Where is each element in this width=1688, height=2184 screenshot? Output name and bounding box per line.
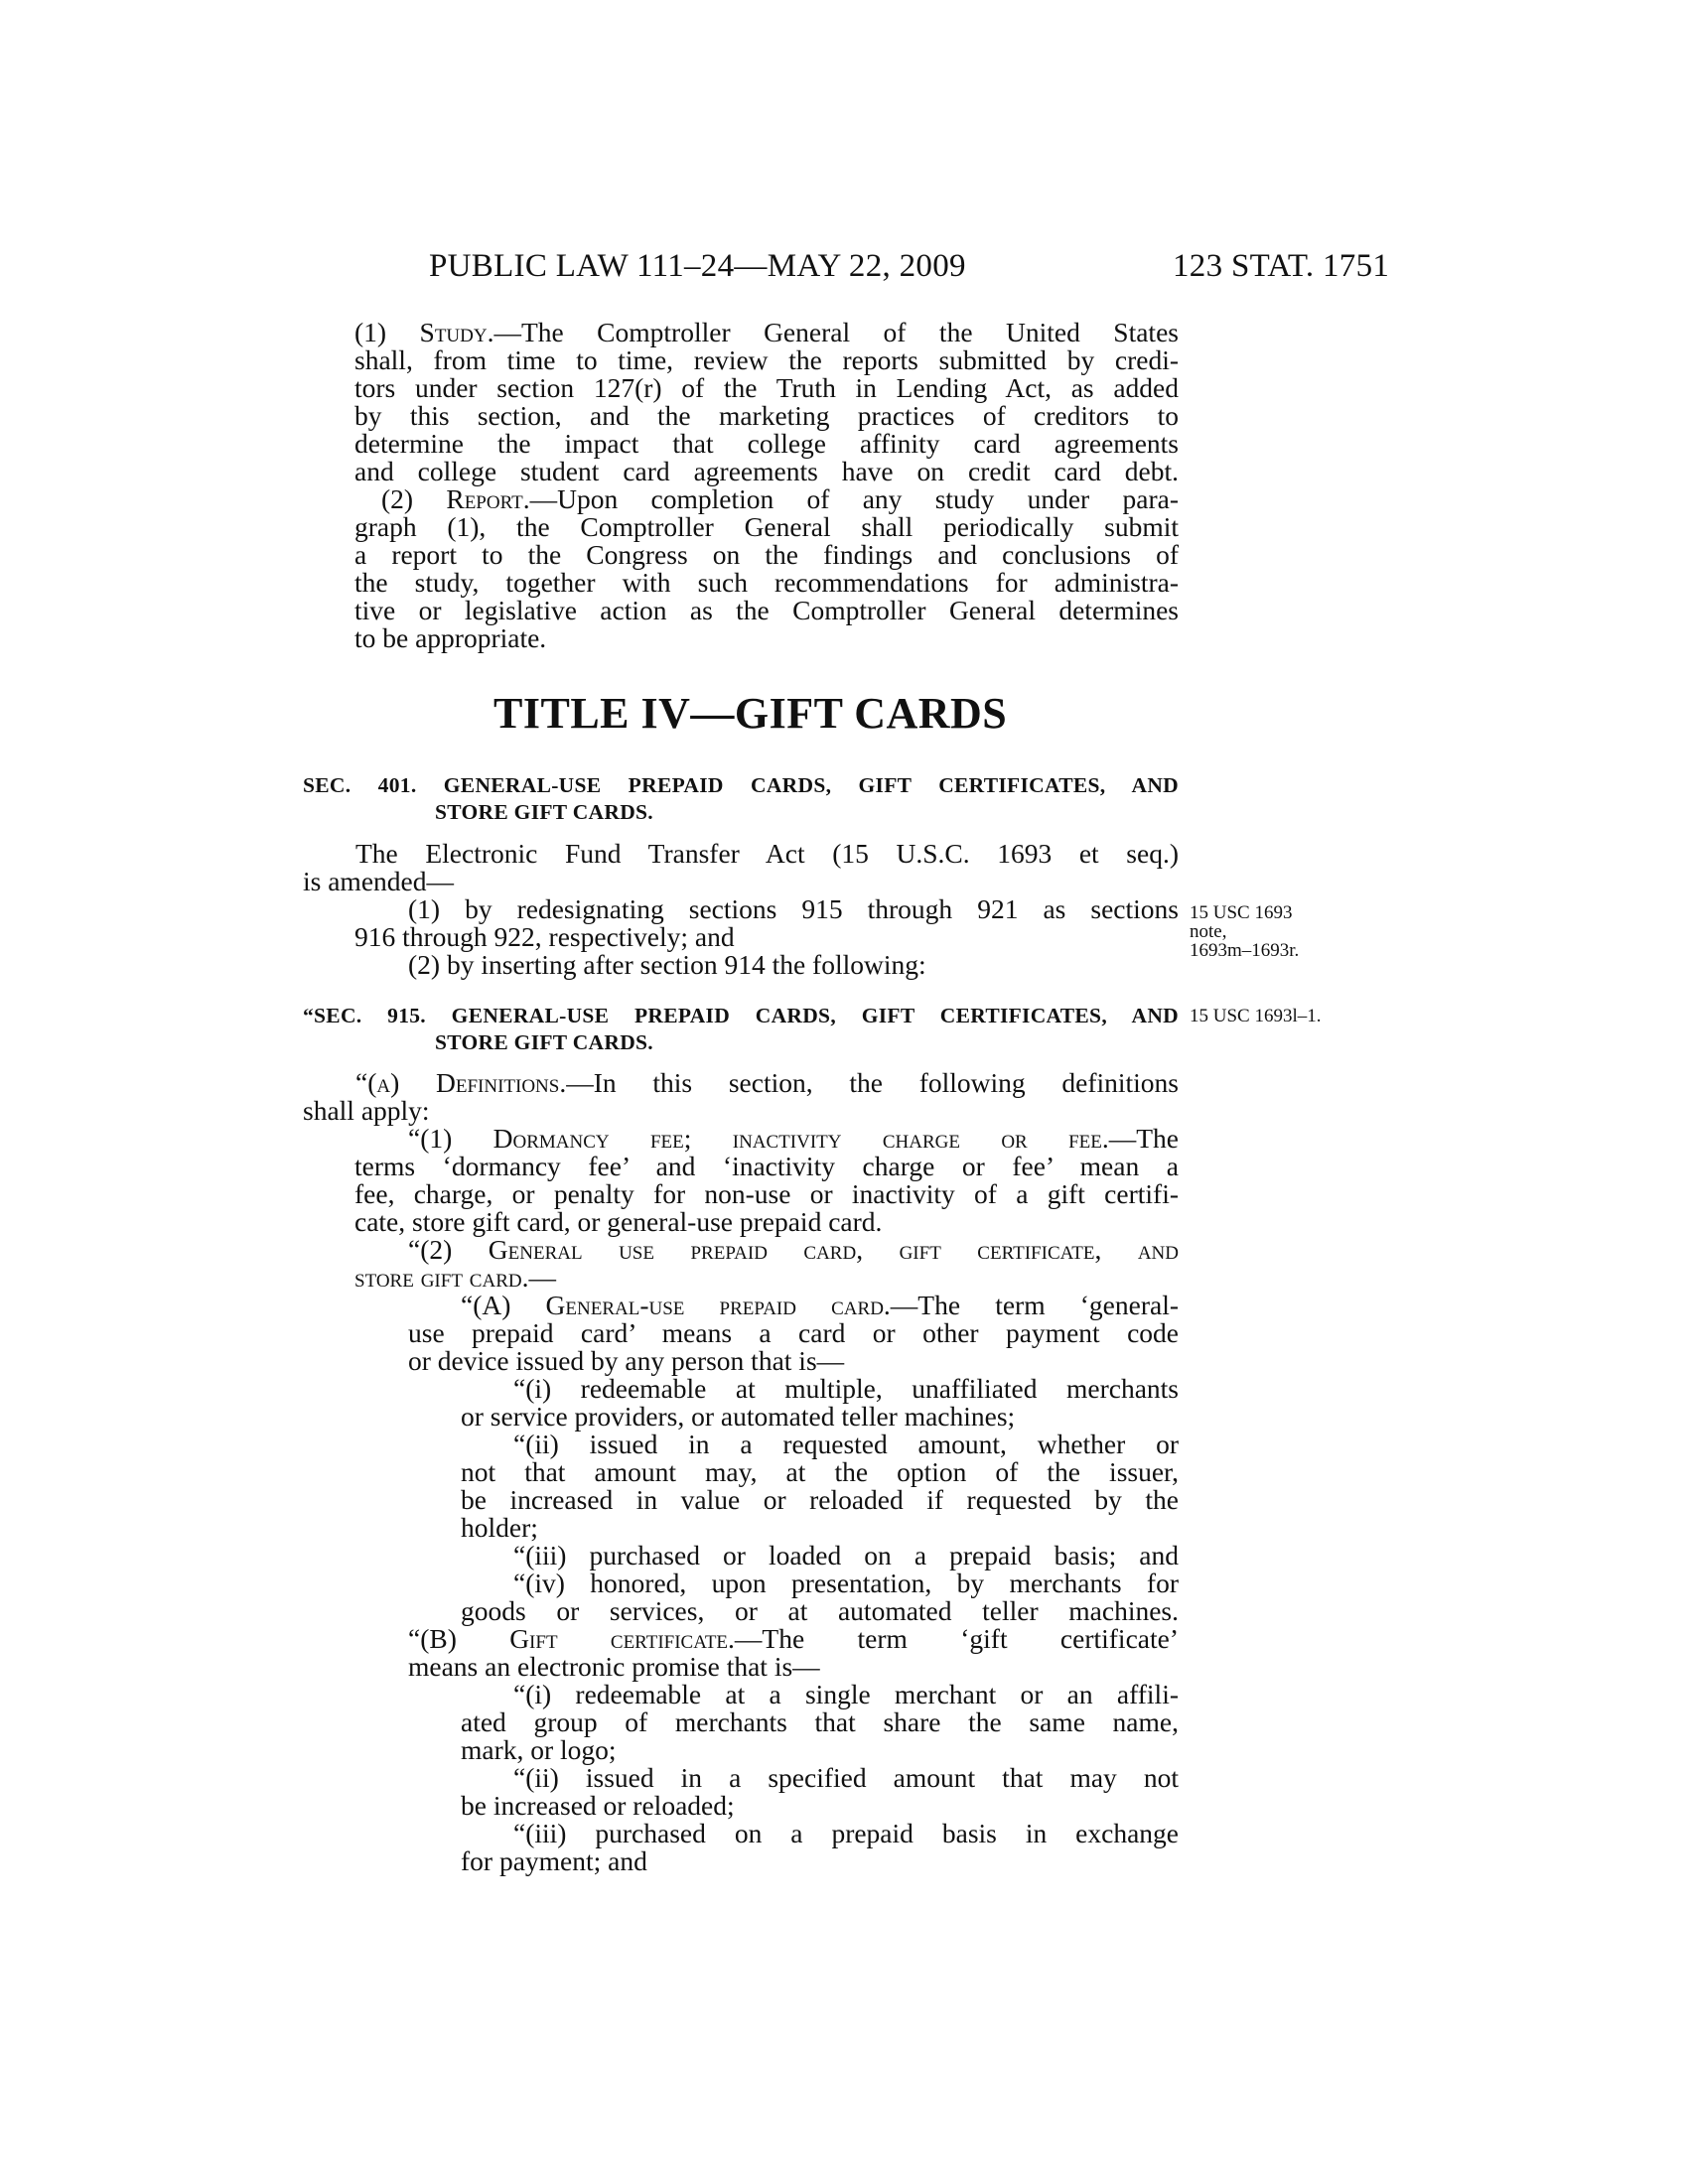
sec-401-item-1-line-1: (1) by redesignating sections 915 through 921 as sections (408, 893, 1179, 924)
gift-certificate-clause-i-line-3: mark, or logo; (461, 1734, 617, 1765)
gift-certificate-heading: “(B) Gift certificate.— (408, 1623, 763, 1654)
dormancy-fee-line-3: fee, charge, or penalty for non-use or inactivity of a gift certifi- (354, 1178, 1179, 1209)
general-use-definition-heading-line-1: “(2) General use prepaid card, gift certificate, and (408, 1234, 1179, 1265)
margin-note-sec-401-line-3: 1693m–1693r. (1190, 940, 1300, 961)
study-line-4: by this section, and the marketing practices of creditors to (354, 400, 1179, 431)
general-use-card-line-2: use prepaid card’ means a card or other payment code (408, 1317, 1179, 1348)
dormancy-fee-line-1: “(1) Dormancy fee; inactivity charge or fee.—The (408, 1123, 1179, 1154)
study-line-2: shall, from time to time, review the reports submitted by credi- (354, 344, 1179, 375)
report-line-6: to be appropriate. (354, 622, 547, 653)
general-use-clause-ii-line-1: “(ii) issued in a requested amount, whether or (513, 1429, 1179, 1459)
general-use-clause-iv-line-2: goods or services, or at automated teller machines. (461, 1595, 1179, 1626)
gift-certificate-clause-iii-line-1: “(iii) purchased on a prepaid basis in exchange (513, 1818, 1179, 1848)
sec-401-heading-line-2: STORE GIFT CARDS. (435, 800, 653, 824)
sec-401-item-1-line-2: 916 through 922, respectively; and (354, 921, 735, 952)
dormancy-fee-heading: “(1) Dormancy fee; inactivity charge or fee.— (408, 1123, 1137, 1154)
general-use-definition-heading-line-2: store gift card.— (354, 1262, 556, 1293)
definitions-line-2: shall apply: (303, 1095, 430, 1126)
report-line-5: tive or legislative action as the Comptroller General determines (354, 595, 1179, 625)
gift-certificate-clause-i-line-2: ated group of merchants that share the same name, (461, 1706, 1179, 1737)
sec-401-intro-line-1: The Electronic Fund Transfer Act (15 U.S.C. 1693 et seq.) (355, 838, 1179, 869)
general-use-clause-ii-line-4: holder; (461, 1512, 538, 1543)
sec-401-heading-line-1: SEC. 401. GENERAL-USE PREPAID CARDS, GIFT CERTIFICATES, AND (303, 773, 1179, 797)
report-line-2: graph (1), the Comptroller General shall periodically submit (354, 511, 1179, 542)
definitions-heading: “(a) Definitions.— (355, 1067, 594, 1098)
general-use-card-line-1: “(A) General-use prepaid card.—The term ‘general- (461, 1290, 1179, 1320)
sec-401-item-2: (2) by inserting after section 914 the following: (408, 949, 926, 980)
dormancy-fee-line-4: cate, store gift card, or general-use prepaid card. (354, 1206, 883, 1237)
definitions-line-1: “(a) Definitions.—In this section, the following definitions (355, 1067, 1180, 1098)
study-line-5: determine the impact that college affinity card agreements (354, 428, 1179, 459)
sec-401-intro-line-2: is amended— (303, 866, 454, 896)
running-header-left: PUBLIC LAW 111–24—MAY 22, 2009 (429, 248, 966, 284)
general-use-clause-ii-line-2: not that amount may, at the option of the issuer, (461, 1456, 1179, 1487)
margin-note-sec-401-line-1: 15 USC 1693 (1190, 902, 1293, 923)
margin-note-sec-401-line-2: note, (1190, 921, 1227, 942)
general-use-clause-i-line-2: or service providers, or automated teller machines; (461, 1401, 1016, 1432)
general-use-clause-i-line-1: “(i) redeemable at multiple, unaffiliated merchants (513, 1373, 1179, 1404)
general-use-card-line-3: or device issued by any person that is— (408, 1345, 845, 1376)
report-heading: (2) Report.— (381, 483, 558, 514)
general-use-clause-ii-line-3: be increased in value or reloaded if requested by the (461, 1484, 1179, 1515)
study-line-6: and college student card agreements have on credit card debt. (354, 456, 1179, 486)
study-line-1: (1) Study.—The Comptroller General of the United States (354, 317, 1179, 347)
study-line-3: tors under section 127(r) of the Truth in Lending Act, as added (354, 372, 1179, 403)
gift-certificate-clause-ii-line-2: be increased or reloaded; (461, 1790, 735, 1821)
gift-certificate-clause-ii-line-1: “(ii) issued in a specified amount that may not (513, 1762, 1179, 1793)
report-line-4: the study, together with such recommendations for administra- (354, 567, 1179, 598)
general-use-clause-iv-line-1: “(iv) honored, upon presentation, by merchants for (513, 1568, 1179, 1598)
gift-certificate-line-2: means an electronic promise that is— (408, 1651, 820, 1682)
general-use-clause-iii: “(iii) purchased or loaded on a prepaid basis; and (513, 1540, 1179, 1570)
gift-certificate-clause-iii-line-2: for payment; and (461, 1845, 647, 1876)
title-heading: TITLE IV—GIFT CARDS (493, 689, 1008, 738)
report-line-1: (2) Report.—Upon completion of any study under para- (381, 483, 1179, 514)
study-heading: (1) Study.— (354, 317, 521, 347)
gift-certificate-clause-i-line-1: “(i) redeemable at a single merchant or an affili- (513, 1679, 1179, 1709)
sec-915-heading-line-1: “SEC. 915. GENERAL-USE PREPAID CARDS, GIFT CERTIFICATES, AND (303, 1004, 1179, 1027)
sec-915-heading-line-2: STORE GIFT CARDS. (435, 1030, 653, 1054)
margin-note-sec-915: 15 USC 1693l–1. (1190, 1006, 1322, 1026)
general-use-card-heading: “(A) General-use prepaid card.— (461, 1290, 918, 1320)
dormancy-fee-line-2: terms ‘dormancy fee’ and ‘inactivity charge or fee’ mean a (354, 1151, 1179, 1181)
report-line-3: a report to the Congress on the findings and conclusions of (354, 539, 1179, 570)
gift-certificate-line-1: “(B) Gift certificate.—The term ‘gift certificate’ (408, 1623, 1179, 1654)
page-citation: 123 STAT. 1751 (1173, 248, 1390, 284)
